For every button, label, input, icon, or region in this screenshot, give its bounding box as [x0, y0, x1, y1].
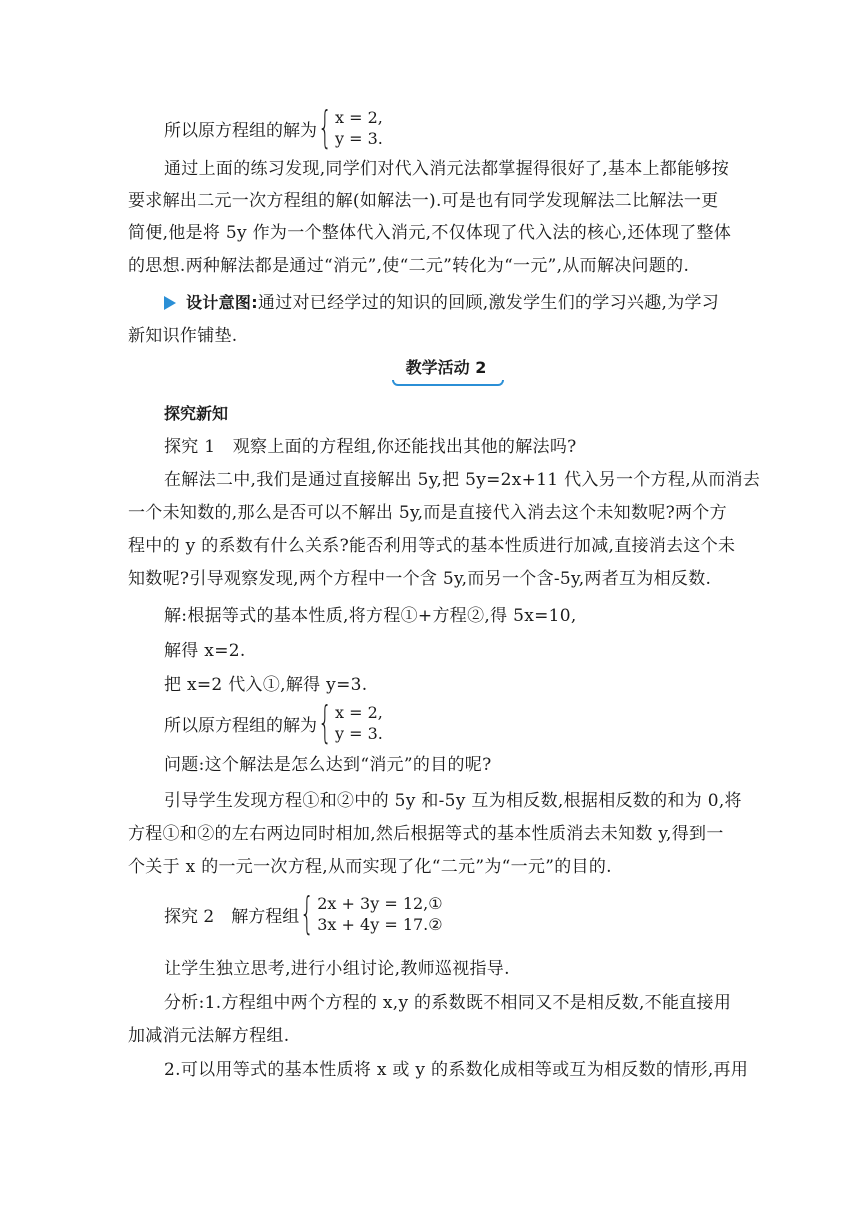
equation-stack	[335, 702, 383, 744]
paragraph-line: 通过上面的练习发现,同学们对代入消元法都掌握得很好了,基本上都能够按	[164, 159, 730, 179]
explore-1: 探究 1 观察上面的方程组,你还能找出其他的解法吗?	[164, 437, 577, 457]
brace-icon: {	[300, 888, 315, 939]
equation: x = 2,	[335, 108, 383, 127]
solution-step: 把 x=2 代入①,解得 y=3.	[164, 675, 368, 695]
design-intent-text: 通过对已经学过的知识的回顾,激发学生们的学习兴趣,为学习	[257, 293, 720, 313]
equation: x = 2,	[335, 703, 383, 722]
play-triangle-icon	[164, 296, 176, 310]
activity-badge: 教学活动 2	[405, 358, 487, 377]
paragraph-line: 引导学生发现方程①和②中的 5y 和-5y 互为相反数,根据相反数的和为 0,将	[164, 791, 742, 811]
question-line: 问题:这个解法是怎么达到“消元”的目的呢?	[164, 755, 492, 775]
equation-stack	[335, 107, 383, 149]
equation: 2x + 3y = 12,①	[317, 894, 443, 913]
solution-step: 解:根据等式的基本性质,将方程①+方程②,得 5x=10,	[164, 606, 577, 626]
equation: y = 3.	[335, 129, 383, 148]
explore-2-label: 探究 2 解方程组	[164, 906, 300, 927]
explore-2-system	[164, 888, 443, 939]
paragraph-line: 个关于 x 的一元一次方程,从而实现了化“二元”为“一元”的目的.	[128, 857, 612, 877]
solution-step: 解得 x=2.	[164, 641, 246, 661]
brace-icon: {	[318, 102, 332, 153]
analysis-line: 加减消元法解方程组.	[128, 1026, 290, 1046]
solution-label: 所以原方程组的解为	[164, 715, 317, 736]
design-intent-line-2: 新知识作铺垫.	[128, 326, 238, 346]
paragraph-line: 知数呢?引导观察发现,两个方程中一个含 5y,而另一个含-5y,两者互为相反数.	[128, 569, 712, 589]
brace-icon: {	[318, 697, 332, 748]
badge-underline	[392, 380, 504, 386]
paragraph-line: 让学生独立思考,进行小组讨论,教师巡视指导.	[164, 959, 510, 979]
paragraph-line: 要求解出二元一次方程组的解(如解法一).可是也有同学发现解法二比解法一更	[128, 191, 719, 211]
solution-system-2	[164, 697, 383, 748]
analysis-line: 2.可以用等式的基本性质将 x 或 y 的系数化成相等或互为相反数的情形,再用	[164, 1060, 749, 1080]
design-intent-line	[186, 291, 738, 315]
paragraph-line: 一个未知数的,那么是否可以不解出 5y,而是直接代入消去这个未知数呢?两个方	[128, 503, 727, 523]
equation: 3x + 4y = 17.②	[317, 915, 443, 934]
design-intent-label: 设计意图:	[186, 293, 258, 312]
solution-system-1	[164, 102, 383, 153]
paragraph-line: 的思想.两种解法都是通过“消元”,使“二元”转化为“一元”,从而解决问题的.	[128, 256, 690, 276]
paragraph-line: 程中的 y 的系数有什么关系?能否利用等式的基本性质进行加减,直接消去这个未	[128, 536, 736, 556]
section-heading: 探究新知	[164, 404, 229, 423]
analysis-line: 分析:1.方程组中两个方程的 x,y 的系数既不相同又不是相反数,不能直接用	[164, 993, 732, 1013]
equation: y = 3.	[335, 724, 383, 743]
solution-label: 所以原方程组的解为	[164, 120, 317, 141]
equation-stack	[317, 893, 442, 935]
paragraph-line: 方程①和②的左右两边同时相加,然后根据等式的基本性质消去未知数 y,得到一	[128, 824, 724, 844]
paragraph-line: 简便,他是将 5y 作为一个整体代入消元,不仅体现了代入法的核心,还体现了整体	[128, 223, 732, 243]
paragraph-line: 在解法二中,我们是通过直接解出 5y,把 5y=2x+11 代入另一个方程,从而消去	[164, 470, 761, 490]
